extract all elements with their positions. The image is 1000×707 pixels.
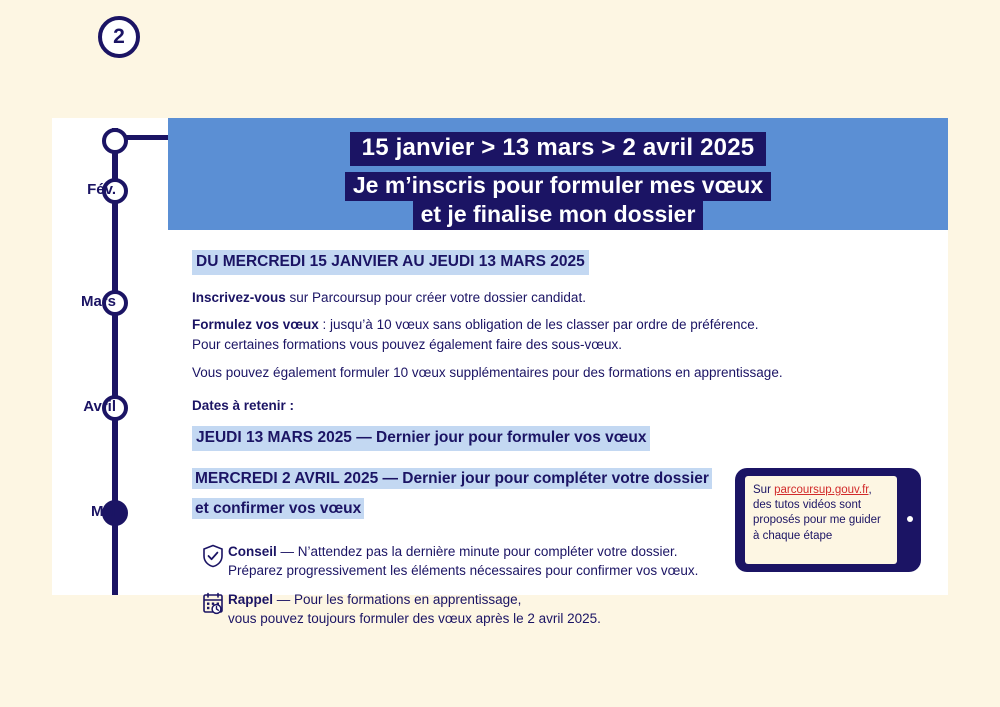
header-title bbox=[168, 172, 948, 230]
paragraph-inscrivez-bold: Inscrivez-vous bbox=[192, 289, 286, 305]
timeline-label-fev: Fév. bbox=[87, 181, 116, 198]
timeline bbox=[52, 118, 172, 595]
phone-line3: proposés pour me guider bbox=[753, 514, 881, 527]
phone-text bbox=[753, 483, 889, 544]
timeline-label-mars: Mars bbox=[80, 293, 116, 310]
check-shield-icon bbox=[198, 543, 228, 568]
tip-line1-conseil: — N’attendez pas la dernière minute pour compléter votre dossier. bbox=[276, 543, 678, 559]
header-title-line2: et je finalise mon dossier bbox=[413, 201, 704, 230]
phone-home-dot bbox=[907, 516, 913, 522]
tip-line2-conseil: Préparez progressivement les éléments nécessaires pour confirmer vos vœux. bbox=[228, 562, 699, 578]
phone-callout bbox=[735, 468, 921, 572]
paragraph-formulez-rest: : jusqu’à 10 vœux sans obligation de les classer par ordre de préférence. bbox=[318, 317, 759, 333]
key-date-2-line2: et confirmer vos vœux bbox=[192, 498, 364, 519]
paragraph-inscrivez bbox=[192, 288, 924, 308]
phone-line1-prefix: Sur bbox=[753, 484, 775, 496]
timeline-label-mai: Mai bbox=[90, 503, 116, 520]
step-badge: 2 bbox=[98, 16, 140, 58]
header-band bbox=[168, 118, 948, 230]
header-title-line1: Je m’inscris pour formuler mes vœux bbox=[345, 172, 771, 201]
phone-line1-suffix: , bbox=[868, 484, 872, 496]
tip-label-rappel: Rappel bbox=[228, 591, 274, 607]
parcoursup-link[interactable]: parcoursup.gouv.fr bbox=[774, 484, 869, 496]
tip-text-rappel bbox=[228, 591, 601, 629]
key-date-2-line1: MERCREDI 2 AVRIL 2025 — Dernier jour pour compléter votre dossier bbox=[192, 468, 712, 489]
tip-line1-rappel: — Pour les formations en apprentissage, bbox=[273, 591, 522, 607]
paragraph-inscrivez-rest: sur Parcoursup pour créer votre dossier candidat. bbox=[285, 289, 586, 305]
phone-screen bbox=[745, 476, 897, 564]
phone-line4: à chaque étape bbox=[753, 529, 833, 542]
timeline-node-top bbox=[102, 128, 128, 154]
paragraph-formulez-bold: Formulez vos vœux bbox=[192, 317, 319, 333]
period-banner: DU MERCREDI 15 JANVIER AU JEUDI 13 MARS 2025 bbox=[192, 250, 589, 275]
tip-row-rappel bbox=[192, 591, 924, 629]
tip-label-conseil: Conseil bbox=[228, 543, 277, 559]
tip-text-conseil bbox=[228, 543, 698, 581]
key-date-1: JEUDI 13 MARS 2025 — Dernier jour pour formuler vos vœux bbox=[192, 426, 650, 451]
phone-line2: des tutos vidéos sont bbox=[753, 499, 862, 512]
paragraph-apprentissage: Vous pouvez également formuler 10 vœux supplémentaires pour des formations en apprentissage. bbox=[192, 364, 783, 380]
header-dates: 15 janvier > 13 mars > 2 avril 2025 bbox=[350, 132, 767, 166]
calendar-clock-icon bbox=[198, 591, 228, 616]
paragraph-formulez bbox=[192, 315, 924, 335]
timeline-label-avril: Avril bbox=[83, 398, 116, 415]
paragraph-sous-voeux: Pour certaines formations vous pouvez également faire des sous-vœux. bbox=[192, 337, 622, 353]
tip-line2-rappel: vous pouvez toujours formuler des vœux après le 2 avril 2025. bbox=[228, 610, 601, 626]
dates-to-remember-label: Dates à retenir : bbox=[192, 398, 295, 414]
